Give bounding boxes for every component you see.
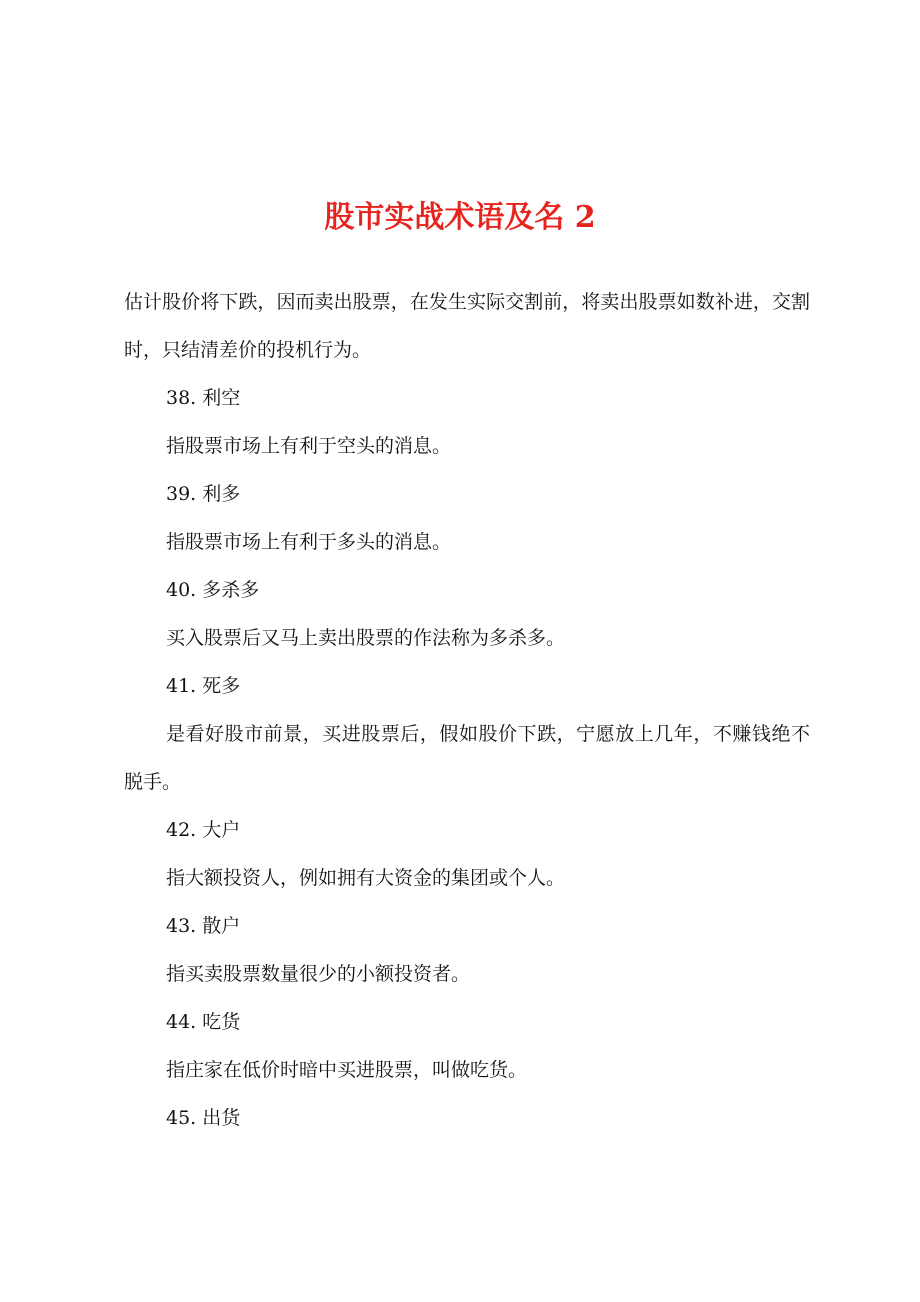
- term-heading-39: 39. 利多: [166, 483, 241, 505]
- paragraph-continuation: 估计股价将下跌，因而卖出股票，在发生实际交割前，将卖出股票如数补进，交割时，只结清差价的投机行为。: [124, 291, 810, 361]
- term-heading-43: 43. 散户: [166, 915, 241, 937]
- term-definition-42: 指大额投资人，例如拥有大资金的集团或个人。: [166, 867, 566, 889]
- term-definition-41: 是看好股市前景，买进股票后，假如股价下跌，宁愿放上几年，不赚钱绝不脱手。: [124, 723, 810, 793]
- document-title: 股市实战术语及名 2: [324, 200, 596, 235]
- term-heading-38: 38. 利空: [166, 387, 241, 409]
- term-heading-45: 45. 出货: [166, 1107, 241, 1129]
- term-heading-42: 42. 大户: [166, 819, 241, 841]
- term-definition-43: 指买卖股票数量很少的小额投资者。: [166, 963, 471, 985]
- term-definition-39: 指股票市场上有利于多头的消息。: [166, 531, 452, 553]
- term-heading-44: 44. 吃货: [166, 1011, 241, 1033]
- term-definition-44: 指庄家在低价时暗中买进股票，叫做吃货。: [166, 1059, 528, 1081]
- term-definition-38: 指股票市场上有利于空头的消息。: [166, 435, 452, 457]
- document-body: [124, 278, 810, 1142]
- term-definition-40: 买入股票后又马上卖出股票的作法称为多杀多。: [166, 627, 566, 649]
- term-heading-40: 40. 多杀多: [166, 579, 260, 601]
- term-heading-41: 41. 死多: [166, 675, 241, 697]
